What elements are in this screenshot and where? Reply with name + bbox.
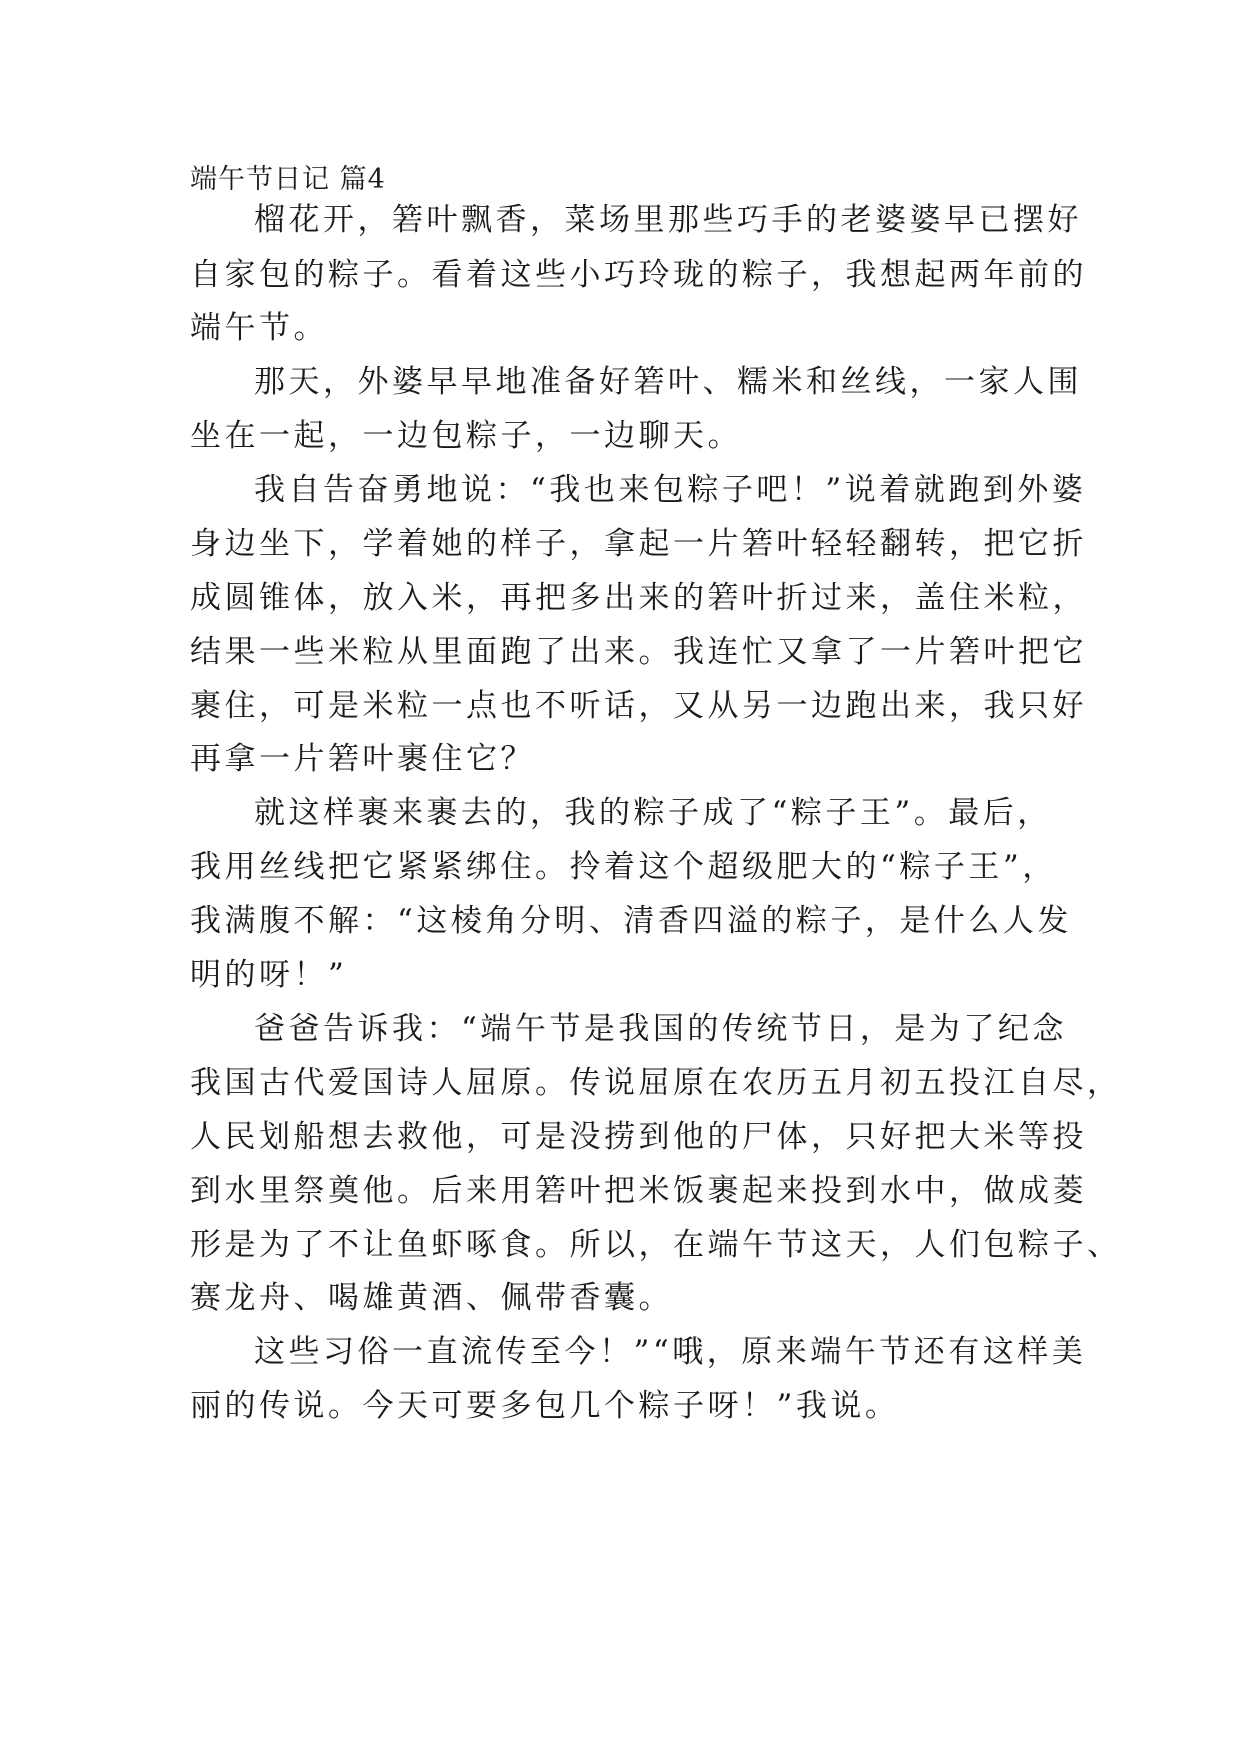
text-line: 结果一些米粒从里面跑了出来。我连忙又拿了一片箬叶把它 — [190, 634, 1087, 670]
text-line: 明的呀！” — [190, 957, 348, 993]
text-line: 人民划船想去救他，可是没捞到他的尸体，只好把大米等投 — [190, 1119, 1087, 1155]
text-line: 坐在一起，一边包粽子，一边聊天。 — [190, 418, 742, 454]
text-line: 赛龙舟、喝雄黄酒、佩带香囊。 — [190, 1280, 673, 1316]
text-line: 身边坐下，学着她的样子，拿起一片箬叶轻轻翻转，把它折 — [190, 526, 1087, 562]
text-line: 端午节。 — [190, 310, 328, 346]
text-line: 那天，外婆早早地准备好箬叶、糯米和丝线，一家人围 — [254, 364, 1082, 400]
text-line: 我用丝线把它紧紧绑住。拎着这个超级肥大的“粽子王”， — [190, 849, 1057, 885]
text-line: 榴花开，箬叶飘香，菜场里那些巧手的老婆婆早已摆好 — [254, 202, 1082, 238]
text-line: 我国古代爱国诗人屈原。传说屈原在农历五月初五投江自尽， — [190, 1065, 1122, 1101]
text-line: 裹住，可是米粒一点也不听话，又从另一边跑出来，我只好 — [190, 688, 1087, 724]
text-line: 就这样裹来裹去的，我的粽子成了“粽子王”。最后， — [254, 795, 1052, 831]
text-line: 成圆锥体，放入米，再把多出来的箬叶折过来，盖住米粒， — [190, 580, 1087, 616]
text-line: 自家包的粽子。看着这些小巧玲珑的粽子，我想起两年前的 — [190, 257, 1087, 293]
text-line: 丽的传说。今天可要多包几个粽子呀！”我说。 — [190, 1388, 900, 1424]
text-line: 形是为了不让鱼虾啄食。所以，在端午节这天，人们包粽子、 — [190, 1227, 1122, 1263]
document-title: 端午节日记 篇4 — [190, 164, 386, 195]
text-line: 我自告奋勇地说：“我也来包粽子吧！”说着就跑到外婆 — [254, 472, 1087, 508]
text-line: 我满腹不解：“这棱角分明、清香四溢的粽子，是什么人发 — [190, 903, 1072, 939]
text-line: 再拿一片箬叶裹住它？ — [190, 741, 535, 777]
text-line: 这些习俗一直流传至今！”“哦，原来端午节还有这样美 — [254, 1334, 1087, 1370]
text-line: 到水里祭奠他。后来用箬叶把米饭裹起来投到水中，做成菱 — [190, 1173, 1087, 1209]
text-line: 爸爸告诉我：“端午节是我国的传统节日，是为了纪念 — [254, 1011, 1067, 1047]
